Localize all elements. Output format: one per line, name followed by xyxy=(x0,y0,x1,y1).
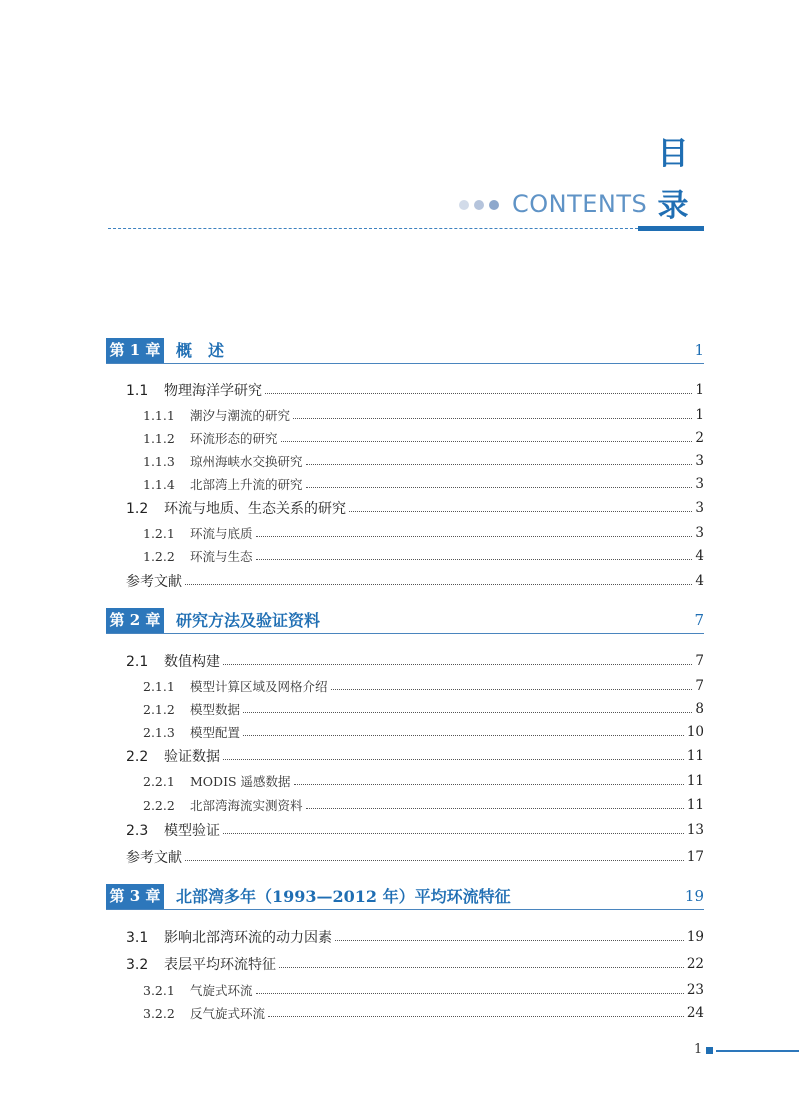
dot-icon xyxy=(459,200,469,210)
toc-entry[interactable] xyxy=(143,795,704,815)
toc-entry[interactable] xyxy=(126,746,704,766)
entry-label: 北部湾海流实测资料 xyxy=(190,798,303,813)
entry-page: 8 xyxy=(695,701,704,717)
toc-title-char-1: 目 xyxy=(657,136,689,172)
entry-number: 1.2.1 xyxy=(143,526,175,541)
dot-leader xyxy=(185,584,692,585)
page-number: 1 xyxy=(694,1042,703,1057)
dot-leader xyxy=(243,735,684,736)
toc-entry[interactable] xyxy=(143,722,704,742)
toc-entry-references[interactable] xyxy=(126,847,704,867)
header-accent-bar xyxy=(638,226,704,231)
entry-label: 表层平均环流特征 xyxy=(164,957,276,973)
toc-entry[interactable] xyxy=(143,546,704,566)
contents-label: CONTENTS xyxy=(512,190,648,218)
toc-entry[interactable] xyxy=(143,771,704,791)
dot-leader xyxy=(265,393,692,394)
entry-label: 验证数据 xyxy=(164,749,220,765)
entry-label: 影响北部湾环流的动力因素 xyxy=(164,930,332,946)
entry-number: 1.1.2 xyxy=(143,431,175,446)
dot-leader xyxy=(349,511,692,512)
entry-page: 7 xyxy=(695,653,704,669)
toc-entry[interactable] xyxy=(143,474,704,494)
entry-label: 模型计算区域及网格介绍 xyxy=(190,679,328,694)
chapter-3-heading[interactable] xyxy=(106,884,704,910)
entry-number: 2.2 xyxy=(126,749,149,765)
dot-leader xyxy=(256,559,693,560)
dot-icon xyxy=(474,200,484,210)
chapter-page: 7 xyxy=(694,611,704,629)
footer-rule xyxy=(716,1050,799,1052)
chapter-title: 概 述 xyxy=(176,341,225,360)
chapter-badge: 第 1 章 xyxy=(106,338,164,363)
entry-page: 3 xyxy=(695,476,704,492)
entry-number: 2.1.3 xyxy=(143,725,175,740)
toc-entry[interactable] xyxy=(126,380,704,400)
entry-label: 环流与地质、生态关系的研究 xyxy=(164,501,346,517)
toc-entry[interactable] xyxy=(143,1003,704,1023)
toc-entry-references[interactable] xyxy=(126,571,704,591)
entry-label: 物理海洋学研究 xyxy=(164,383,262,399)
header-dashed-divider xyxy=(108,228,638,229)
toc-entry[interactable] xyxy=(143,451,704,471)
entry-page: 1 xyxy=(695,382,704,398)
entry-number: 2.1.2 xyxy=(143,702,175,717)
entry-page: 3 xyxy=(695,500,704,516)
toc-entry[interactable] xyxy=(143,428,704,448)
entry-page: 11 xyxy=(686,797,704,813)
entry-number: 3.1 xyxy=(126,930,149,946)
entry-label: 环流与底质 xyxy=(190,526,253,541)
entry-number: 2.1.1 xyxy=(143,679,175,694)
entry-label: MODIS 遥感数据 xyxy=(190,774,291,789)
dot-leader xyxy=(306,464,693,465)
chapter-2-heading[interactable] xyxy=(106,608,704,634)
entry-page: 23 xyxy=(686,982,704,998)
dot-leader xyxy=(306,808,684,809)
dot-leader xyxy=(293,418,692,419)
entry-label: 环流形态的研究 xyxy=(190,431,278,446)
toc-entry[interactable] xyxy=(126,927,704,947)
dot-leader xyxy=(243,712,692,713)
entry-page: 4 xyxy=(695,548,704,564)
chapter-badge: 第 3 章 xyxy=(106,884,164,909)
chapter-rule xyxy=(106,909,704,910)
dot-leader xyxy=(331,689,693,690)
toc-entry[interactable] xyxy=(126,820,704,840)
dot-leader xyxy=(281,441,693,442)
dot-leader xyxy=(306,487,693,488)
toc-entry[interactable] xyxy=(126,954,704,974)
dot-leader xyxy=(223,759,684,760)
toc-entry[interactable] xyxy=(143,523,704,543)
entry-page: 4 xyxy=(695,573,704,589)
toc-entry[interactable] xyxy=(143,405,704,425)
dot-leader xyxy=(256,993,684,994)
entry-page: 11 xyxy=(686,748,704,764)
entry-page: 1 xyxy=(695,407,704,423)
entry-label: 反气旋式环流 xyxy=(190,1006,266,1021)
chapter-badge: 第 2 章 xyxy=(106,608,164,633)
dot-leader xyxy=(268,1016,684,1017)
entry-label: 气旋式环流 xyxy=(190,983,253,998)
toc-title-char-2: 录 xyxy=(657,188,689,224)
entry-page: 3 xyxy=(695,453,704,469)
toc-entry[interactable] xyxy=(143,676,704,696)
dot-leader xyxy=(223,664,692,665)
entry-number: 1.1.1 xyxy=(143,408,175,423)
chapter-title: 北部湾多年（1993—2012 年）平均环流特征 xyxy=(176,887,511,906)
entry-page: 22 xyxy=(686,956,704,972)
entry-label: 参考文献 xyxy=(126,850,182,866)
entry-page: 10 xyxy=(686,724,704,740)
entry-number: 2.1 xyxy=(126,654,149,670)
entry-label: 潮汐与潮流的研究 xyxy=(190,408,291,423)
entry-page: 17 xyxy=(686,849,704,865)
dot-leader xyxy=(279,967,684,968)
toc-entry[interactable] xyxy=(126,498,704,518)
entry-page: 19 xyxy=(686,929,704,945)
entry-label: 北部湾上升流的研究 xyxy=(190,477,303,492)
entry-label: 模型数据 xyxy=(190,702,241,717)
chapter-rule xyxy=(106,633,704,634)
entry-number: 1.2.2 xyxy=(143,549,175,564)
dot-leader xyxy=(223,833,684,834)
entry-page: 3 xyxy=(695,525,704,541)
decorative-dots xyxy=(459,200,504,219)
entry-number: 3.2 xyxy=(126,957,149,973)
chapter-1-heading[interactable] xyxy=(106,338,704,364)
toc-entry[interactable] xyxy=(143,980,704,1000)
entry-page: 13 xyxy=(686,822,704,838)
entry-label: 琼州海峡水交换研究 xyxy=(190,454,303,469)
dot-icon xyxy=(489,200,499,210)
chapter-page: 1 xyxy=(694,341,704,359)
toc-entry[interactable] xyxy=(143,699,704,719)
entry-label: 数值构建 xyxy=(164,654,220,670)
entry-number: 1.1.4 xyxy=(143,477,175,492)
entry-number: 3.2.2 xyxy=(143,1006,175,1021)
entry-page: 2 xyxy=(695,430,704,446)
chapter-rule xyxy=(106,363,704,364)
footer-square xyxy=(706,1047,713,1054)
entry-number: 2.2.2 xyxy=(143,798,175,813)
entry-label: 环流与生态 xyxy=(190,549,253,564)
dot-leader xyxy=(185,860,684,861)
entry-number: 2.2.1 xyxy=(143,774,175,789)
chapter-title: 研究方法及验证资料 xyxy=(176,611,321,630)
dot-leader xyxy=(294,784,684,785)
chapter-page: 19 xyxy=(684,887,704,905)
entry-number: 1.1 xyxy=(126,383,149,399)
entry-number: 1.1.3 xyxy=(143,454,175,469)
dot-leader xyxy=(335,940,684,941)
entry-page: 7 xyxy=(695,678,704,694)
entry-page: 24 xyxy=(686,1005,704,1021)
entry-label: 参考文献 xyxy=(126,574,182,590)
entry-number: 3.2.1 xyxy=(143,983,175,998)
toc-entry[interactable] xyxy=(126,651,704,671)
entry-number: 1.2 xyxy=(126,501,149,517)
entry-label: 模型验证 xyxy=(164,823,220,839)
dot-leader xyxy=(256,536,693,537)
entry-label: 模型配置 xyxy=(190,725,241,740)
entry-number: 2.3 xyxy=(126,823,149,839)
entry-page: 11 xyxy=(686,773,704,789)
